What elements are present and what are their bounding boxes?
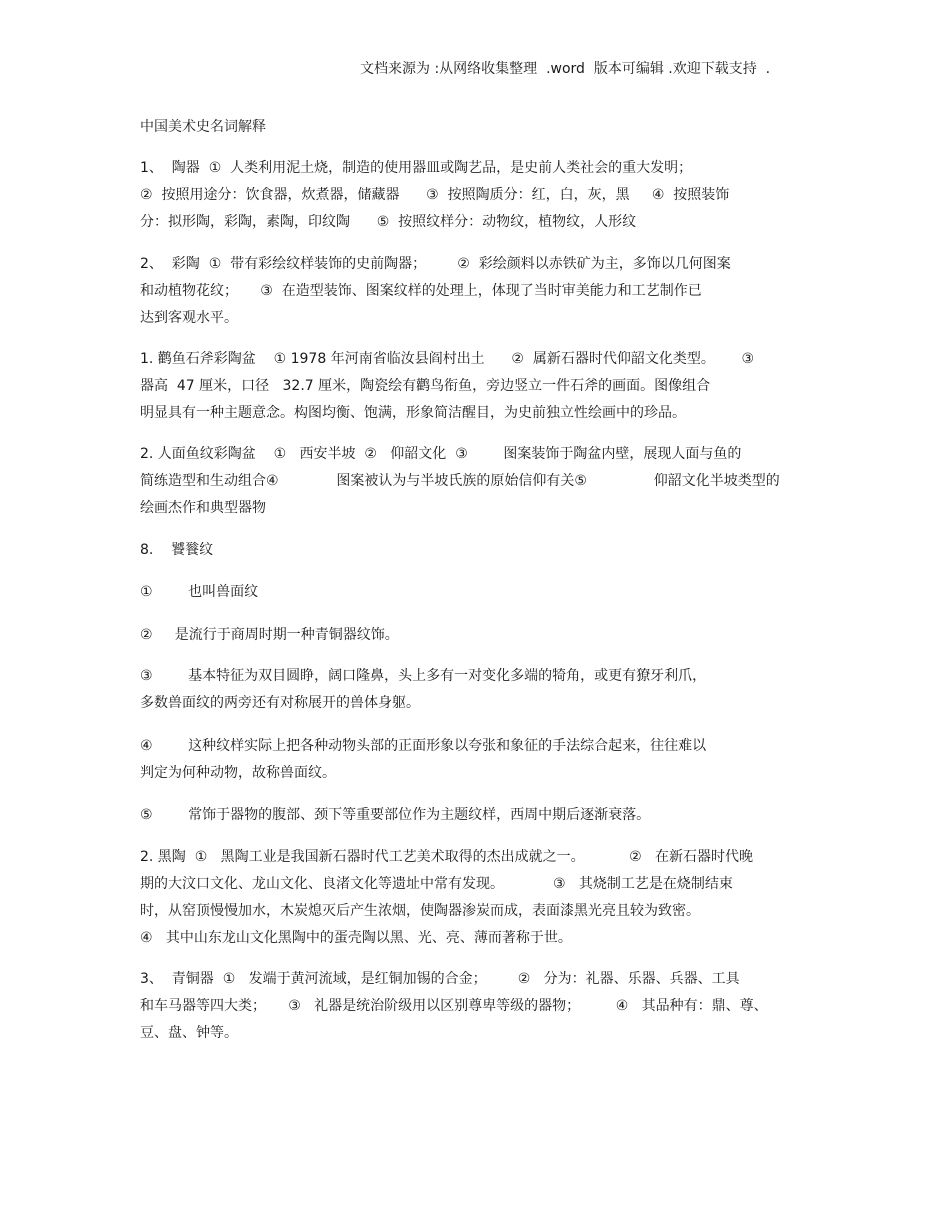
paragraph-line: 简练造型和生动组合④ 图案被认为与半坡氏族的原始信仰有关⑤ 仰韶文化半坡类型的: [140, 473, 780, 489]
paragraph-line: ⑤ 常饰于器物的腹部、颈下等重要部位作为主题纹样，西周中期后逐渐衰落。: [140, 807, 651, 823]
paragraph-line: ② 按照用途分：饮食器，炊煮器，储藏器 ③ 按照陶质分：红，白，灰，黑 ④ 按照装饰: [140, 187, 730, 203]
paragraph-line: ④ 这种纹样实际上把各种动物头部的正面形象以夸张和象征的手法综合起来，往往难以: [140, 738, 707, 754]
paragraph-line: 期的大汶口文化、龙山文化、良渚文化等遗址中常有发现。 ③ 其烧制工艺是在烧制结束: [140, 876, 733, 892]
paragraph-line: 1、 陶器 ① 人类利用泥土烧，制造的使用器皿或陶艺品，是史前人类社会的重大发明；: [140, 160, 693, 176]
paragraph-line: 器高 47 厘米，口径 32.7 厘米，陶瓷绘有鹳鸟衔鱼，旁边竖立一件石斧的画面。图像组合: [140, 378, 711, 394]
paragraph-line: ③ 基本特征为双目圆睁，阔口隆鼻，头上多有一对变化多端的犄角，或更有獠牙利爪，: [140, 668, 707, 684]
paragraph-line: 1. 鹳鱼石斧彩陶盆 ① 1978 年河南省临汝县阎村出土 ② 属新石器时代仰韶文化类型。 ③: [140, 351, 755, 367]
page-header: 文档来源为 :从网络收集整理 .word 版本可编辑 .欢迎下载支持 .: [360, 61, 771, 77]
paragraph-line: 和车马器等四大类； ③ 礼器是统治阶级用以区别尊卑等级的器物； ④ 其品种有：鼎、尊、: [140, 998, 768, 1014]
paragraph-line: 和动植物花纹； ③ 在造型装饰、图案纹样的处理上，体现了当时审美能力和工艺制作已: [140, 283, 702, 299]
paragraph-line: 明显具有一种主题意念。构图均衡、饱满，形象简洁醒目，为史前独立性绘画中的珍品。: [140, 405, 686, 421]
paragraph-line: 8. 饕餮纹: [140, 542, 214, 558]
paragraph-line: 时，从窑顶慢慢加水，木炭熄灭后产生浓烟，使陶器渗炭而成，表面漆黑光亮且较为致密。: [140, 903, 700, 919]
document-title: 中国美术史名词解释: [140, 119, 266, 135]
paragraph-line: 2. 黑陶 ① 黑陶工业是我国新石器时代工艺美术取得的杰出成就之一。 ② 在新石器时代晚: [140, 849, 754, 865]
paragraph-line: 3、 青铜器 ① 发端于黄河流域，是红铜加锡的合金； ② 分为：礼器、乐器、兵器、工具: [140, 971, 740, 987]
paragraph-line: 判定为何种动物，故称兽面纹。: [140, 765, 336, 781]
paragraph-line: 达到客观水平。: [140, 310, 238, 326]
paragraph-line: ① 也叫兽面纹: [140, 584, 259, 600]
paragraph-line: 分：拟形陶，彩陶，素陶，印纹陶 ⑤ 按照纹样分：动物纹，植物纹，人形纹: [140, 214, 637, 230]
paragraph-line: ② 是流行于商周时期一种青铜器纹饰。: [140, 627, 399, 643]
paragraph-line: 2、 彩陶 ① 带有彩绘纹样装饰的史前陶器； ② 彩绘颜料以赤铁矿为主，多饰以几何图案: [140, 256, 731, 272]
paragraph-line: 绘画杰作和典型器物: [140, 500, 266, 516]
paragraph-line: 豆、盘、钟等。: [140, 1025, 238, 1041]
paragraph-line: 2. 人面鱼纹彩陶盆 ① 西安半坡 ② 仰韶文化 ③ 图案装饰于陶盆内壁，展现人面与鱼的: [140, 446, 742, 462]
paragraph-line: 多数兽面纹的两旁还有对称展开的兽体身躯。: [140, 695, 420, 711]
paragraph-line: ④ 其中山东龙山文化黑陶中的蛋壳陶以黑、光、亮、薄而著称于世。: [140, 930, 572, 946]
